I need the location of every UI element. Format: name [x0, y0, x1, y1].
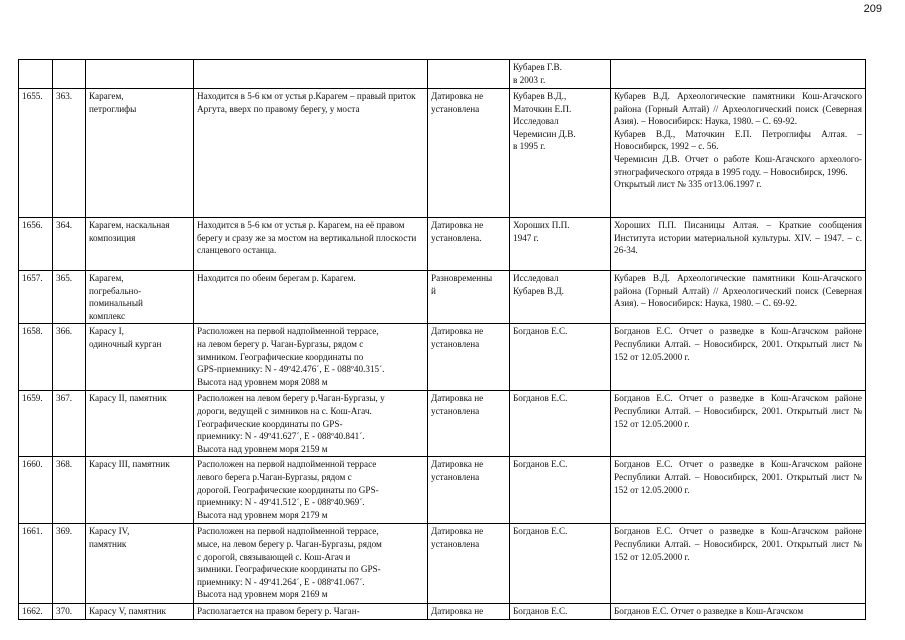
location-line: зимником. Географические координаты по — [197, 351, 364, 362]
site-name-line: поминальный — [89, 298, 143, 309]
literature-cell — [611, 89, 866, 218]
location-line: Расположен на левом берегу р.Чаган-Бургазы, у — [197, 393, 385, 404]
record-number-cell: 1657. — [19, 271, 53, 324]
dating-line: Датировка не — [431, 326, 484, 337]
site-name-cell — [86, 524, 194, 604]
literature-entry: Открытый лист № 335 от13.06.1997 г. — [614, 179, 762, 190]
sub-number-cell: 365. — [53, 271, 86, 324]
site-name-cell — [86, 324, 194, 391]
location-line: мысе, на левом берегу р. Чаган-Бургазы, рядом — [197, 538, 382, 549]
site-name-line: погребально- — [89, 285, 142, 296]
source-line: Хороших П.П. — [513, 220, 570, 230]
literature-cell — [611, 324, 866, 391]
source-cell — [510, 604, 611, 620]
location-line: GPS-приемнику: N - 49º42.476´, E - 088º40.315´. — [197, 364, 385, 375]
location-cell: Находится по обеим берегам р. Карагем. — [194, 271, 428, 324]
literature-cell — [611, 457, 866, 524]
site-name-line: Карасу II, памятник — [89, 393, 167, 404]
site-name-line: Карасу IV, — [89, 526, 130, 537]
source-line: Богданов Е.С. — [513, 526, 568, 537]
sub-number-cell: 369. — [53, 524, 86, 604]
record-number-cell: 1656. — [19, 218, 53, 271]
site-name-cell — [86, 391, 194, 457]
site-name-line: комплекс — [89, 310, 126, 321]
source-line: Богданов Е.С. — [513, 393, 568, 404]
location-line: Расположен на первой надпойменной террасе — [197, 459, 377, 470]
location-line: дорогой. Географические координаты по GPS- — [197, 484, 379, 495]
literature-entry: Богданов Е.С. Отчет о разведке в Кош-Агачском — [614, 606, 804, 617]
dating-line: Датировка не — [431, 606, 484, 617]
source-cell — [510, 324, 611, 391]
dating-cell — [428, 271, 510, 324]
site-name-cell — [86, 271, 194, 324]
location-cell — [194, 391, 428, 457]
literature-entry: Кубарев В.Д. Археологические памятники Кош-Агачского района (Горный Алтай) // Археологический поиск (Северная Азия). – Новосибирск: Наука, 1980. – С. 69-92. — [614, 273, 862, 309]
source-line: в 1995 г. — [513, 141, 546, 152]
site-name-line: петроглифы — [89, 103, 137, 114]
site-name-line: Карагем, — [89, 91, 124, 101]
site-name-line: Карасу III, памятник — [89, 459, 170, 470]
source-line: Кубарев В.Д., — [513, 91, 567, 101]
sub-number-cell: 366. — [53, 324, 86, 391]
literature-cell — [611, 604, 866, 620]
location-line: Высота над уровнем моря 2159 м — [197, 443, 328, 454]
source-line: Богданов Е.С. — [513, 606, 568, 617]
record-number-cell: 1662. — [19, 604, 53, 620]
source-cell — [510, 457, 611, 524]
record-number-cell: 1658. — [19, 324, 53, 391]
location-line: приемнику: N - 49º41.512´, E - 088º40.969´. — [197, 497, 365, 508]
table-row — [19, 324, 866, 391]
location-cell — [194, 524, 428, 604]
site-name-line: Карасу V, памятник — [89, 606, 166, 617]
source-line: Черемисин Д.В. — [513, 128, 576, 139]
site-name-line: композиция — [89, 232, 136, 243]
dating-line: Датировка не — [431, 91, 484, 101]
literature-entry: Кубарев В.Д. Археологические памятники Кош-Агачского района (Горный Алтай) // Археологический поиск (Северная Азия). – Новосибирск: Наука, 1980. – С. 69-92. — [614, 91, 862, 127]
source-line: 1947 г. — [513, 232, 539, 243]
dating-line: й — [431, 285, 436, 296]
literature-entry: Кубарев В.Д., Маточкин Е.П. Петроглифы Алтая. – Новосибирск, 1992 – с. 56. — [614, 128, 862, 152]
site-name-cell — [86, 89, 194, 218]
dating-line: Датировка не — [431, 393, 484, 404]
literature-entry: Богданов Е.С. Отчет о разведке в Кош-Агачском районе Республики Алтай. – Новосибирск, 2001. Открытый лист № 152 от 12.05.2000 г. — [614, 326, 862, 362]
sub-number-cell: 368. — [53, 457, 86, 524]
dating-line: установлена — [431, 338, 480, 349]
site-name-line: памятник — [89, 538, 127, 549]
literature-entry: Богданов Е.С. Отчет о разведке в Кош-Агачском районе Республики Алтай. – Новосибирск, 2001. Открытый лист № 152 от 12.05.2000 г. — [614, 526, 862, 562]
table-row — [19, 218, 866, 271]
site-name-line: одиночный курган — [89, 338, 162, 349]
site-name-line: Карасу I, — [89, 326, 124, 337]
source-line: Богданов Е.С. — [513, 326, 568, 337]
record-number-cell: 1660. — [19, 457, 53, 524]
literature-cell — [611, 271, 866, 324]
dating-line: установлена — [431, 538, 480, 549]
source-line: Кубарев Г.В. — [513, 62, 562, 72]
location-cell: Находится в 5-6 км от устья р.Карагем – правый приток Аргута, вверх по правому берегу, у моста — [194, 89, 428, 218]
source-cell — [510, 391, 611, 457]
literature-cell — [611, 391, 866, 457]
location-line: левого берега р.Чаган-Бургазы, рядом с — [197, 471, 352, 482]
site-name-line: Карагем, — [89, 273, 124, 283]
monuments-register-table — [18, 59, 866, 620]
record-number-cell: 1655. — [19, 89, 53, 218]
source-line: Кубарев В.Д. — [513, 285, 564, 296]
dating-line: установлена — [431, 471, 480, 482]
location-cell — [194, 457, 428, 524]
dating-line: установлена — [431, 405, 480, 416]
dating-line: установлена. — [431, 232, 482, 243]
location-line: Географические координаты по GPS- — [197, 418, 343, 429]
location-line: дороги, ведущей с зимников на с. Кош-Агач. — [197, 405, 372, 416]
location-line: Расположен на первой надпойменной террасе, — [197, 526, 379, 537]
site-name-line: Карагем, наскальная — [89, 220, 170, 230]
literature-entry: Черемисин Д.В. Отчет о работе Кош-Агачского археолого-этнографического отряда в 1995 году. – Новосибирск, 1996. — [614, 153, 862, 177]
sub-number-cell: 363. — [53, 89, 86, 218]
table-row — [19, 89, 866, 218]
source-cell — [510, 524, 611, 604]
record-number-cell: 1659. — [19, 391, 53, 457]
table-row — [19, 457, 866, 524]
site-name-cell — [86, 604, 194, 620]
dating-line: Разновременны — [431, 273, 493, 283]
source-cell — [510, 60, 611, 89]
dating-cell — [428, 324, 510, 391]
source-line: в 2003 г. — [513, 74, 546, 85]
site-name-cell — [86, 218, 194, 271]
dating-line: установлена — [431, 103, 480, 114]
source-line: Исследовал — [513, 116, 559, 127]
page-number: 209 — [863, 3, 882, 15]
sub-number-cell: 367. — [53, 391, 86, 457]
literature-entry: Богданов Е.С. Отчет о разведке в Кош-Агачском районе Республики Алтай. – Новосибирск, 2001. Открытый лист № 152 от 12.05.2000 г. — [614, 393, 862, 429]
sub-number-cell: 370. — [53, 604, 86, 620]
dating-cell — [428, 524, 510, 604]
dating-line: Датировка не — [431, 526, 484, 537]
dating-cell — [428, 391, 510, 457]
location-line: приемнику: N - 49º41.627´, E - 088º40.841´. — [197, 431, 365, 442]
table-row — [19, 604, 866, 620]
location-line: Высота над уровнем моря 2088 м — [197, 376, 328, 387]
literature-cell — [611, 218, 866, 271]
source-line: Исследовал — [513, 273, 559, 283]
sub-number-cell: 364. — [53, 218, 86, 271]
location-cell — [194, 324, 428, 391]
dating-cell — [428, 89, 510, 218]
literature-entry: Богданов Е.С. Отчет о разведке в Кош-Агачском районе Республики Алтай. – Новосибирск, 2001. Открытый лист № 152 от 12.05.2000 г. — [614, 459, 862, 495]
literature-entry: Хороших П.П. Писаницы Алтая. – Краткие сообщения Института истории материальной культуры. XIV. – 1947. – с. 26-34. — [614, 220, 862, 256]
record-number-cell: 1661. — [19, 524, 53, 604]
table-row — [19, 391, 866, 457]
location-line: с дорогой, связывающей с. Кош-Агач и — [197, 551, 351, 562]
location-line: на левом берегу р. Чаган-Бургазы, рядом с — [197, 338, 364, 349]
dating-line: Датировка не — [431, 220, 484, 230]
location-line: Расположен на первой надпойменной террасе, — [197, 326, 379, 337]
source-line: Богданов Е.С. — [513, 459, 568, 470]
source-cell — [510, 89, 611, 218]
dating-cell — [428, 457, 510, 524]
table-row — [19, 524, 866, 604]
table-row — [19, 271, 866, 324]
dating-cell — [428, 604, 510, 620]
dating-line: Датировка не — [431, 459, 484, 470]
location-line: Высота над уровнем моря 2169 м — [197, 589, 328, 600]
location-line: Высота над уровнем моря 2179 м — [197, 509, 328, 520]
location-cell: Располагается на правом берегу р. Чаган- — [194, 604, 428, 620]
site-name-cell — [86, 457, 194, 524]
location-line: зимники. Географические координаты по GPS- — [197, 564, 381, 575]
source-cell — [510, 218, 611, 271]
location-line: приемнику: N - 49º41.264´, E - 088º41.067´. — [197, 576, 365, 587]
table-row-continuation — [19, 60, 866, 89]
location-cell: Находится в 5-6 км от устья р. Карагем, на её правом берегу и сразу же за мостом на вертикальной плоскости сланцевого останца. — [194, 218, 428, 271]
dating-cell — [428, 218, 510, 271]
source-cell — [510, 271, 611, 324]
literature-cell — [611, 524, 866, 604]
source-line: Маточкин Е.П. — [513, 103, 572, 114]
